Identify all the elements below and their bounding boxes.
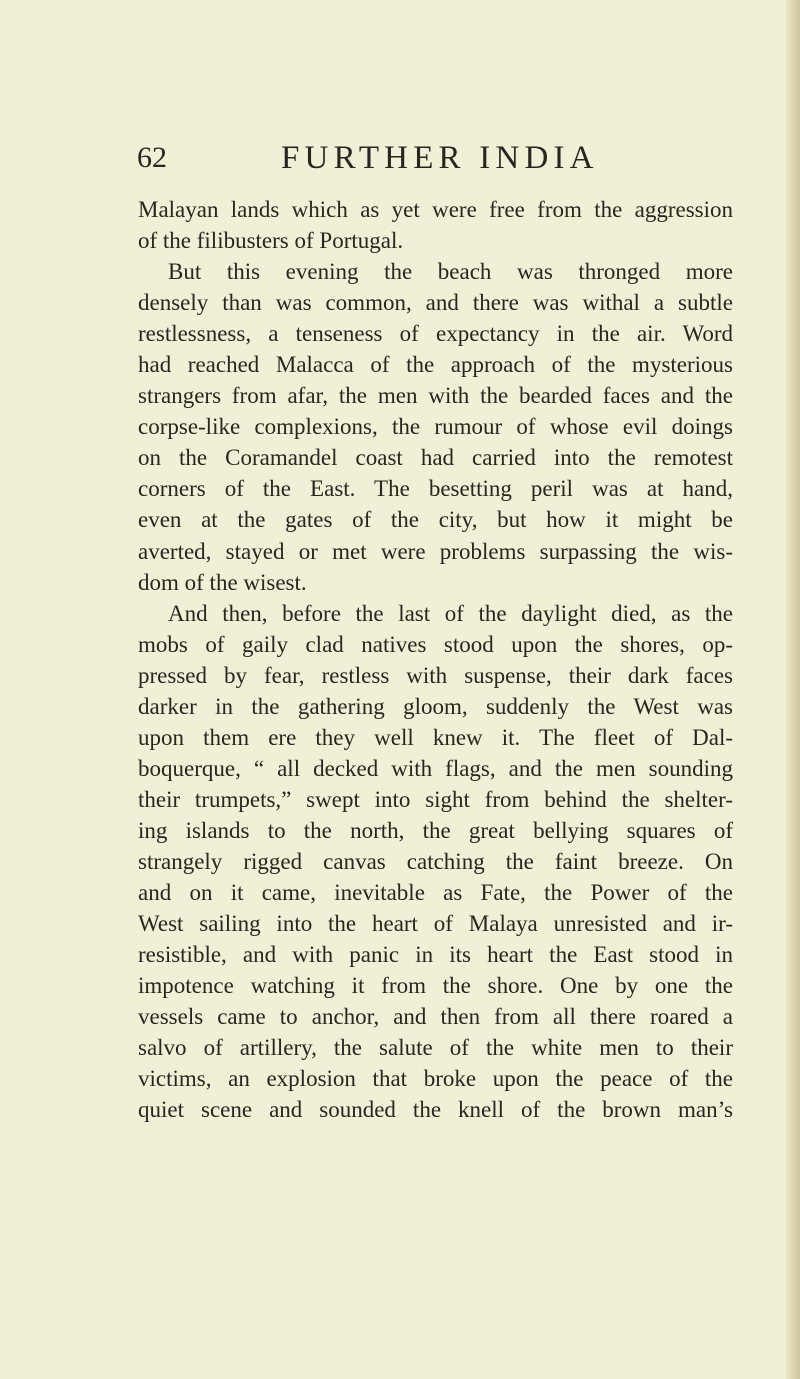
- text-line: But this evening the beach was thronged more: [168, 259, 733, 285]
- page-header: [0, 138, 800, 178]
- running-title: FURTHER INDIA: [281, 140, 599, 176]
- page-number: 62: [137, 141, 167, 174]
- text-line: densely than was common, and there was withal a subtle: [138, 290, 733, 316]
- page-edge: [786, 0, 800, 1379]
- text-line: of the filibusters of Portugal.: [138, 228, 404, 254]
- text-line: restlessness, a tenseness of expectancy in the air. Word: [138, 321, 733, 347]
- text-line: on the Coramandel coast had carried into the remotest: [138, 445, 733, 471]
- text-line: pressed by fear, restless with suspense, their dark faces: [138, 662, 733, 688]
- text-line: West sailing into the heart of Malaya unresisted and ir-: [138, 911, 733, 937]
- body-text: [138, 194, 733, 1125]
- text-line: boquerque, “ all decked with flags, and the men sounding: [138, 755, 733, 781]
- text-line: their trumpets,” swept into sight from behind the shelter-: [138, 786, 733, 812]
- text-line: corners of the East. The besetting peril was at hand,: [138, 476, 733, 502]
- text-line: and on it came, inevitable as Fate, the Power of the: [138, 880, 733, 906]
- text-line: strangely rigged canvas catching the faint breeze. On: [138, 848, 733, 874]
- text-line: impotence watching it from the shore. One by one the: [138, 973, 733, 999]
- text-line: resistible, and with panic in its heart the East stood in: [138, 942, 733, 968]
- text-line: averted, stayed or met were problems surpassing the wis-: [138, 538, 733, 564]
- text-line: had reached Malacca of the approach of the mysterious: [138, 352, 733, 378]
- text-line: ing islands to the north, the great bellying squares of: [138, 817, 733, 843]
- text-line: darker in the gathering gloom, suddenly the West was: [138, 693, 733, 719]
- text-line: dom of the wisest.: [138, 569, 307, 595]
- text-line: victims, an explosion that broke upon the peace of the: [138, 1066, 733, 1092]
- text-line: salvo of artillery, the salute of the white men to their: [138, 1035, 733, 1061]
- text-line: vessels came to anchor, and then from all there roared a: [138, 1004, 733, 1030]
- text-line: strangers from afar, the men with the bearded faces and the: [138, 383, 733, 409]
- text-line: And then, before the last of the daylight died, as the: [168, 600, 733, 626]
- text-line: mobs of gaily clad natives stood upon the shores, op-: [138, 631, 733, 657]
- text-line: upon them ere they well knew it. The fleet of Dal-: [138, 724, 733, 750]
- text-line: Malayan lands which as yet were free from the aggression: [138, 197, 733, 222]
- text-line: even at the gates of the city, but how it might be: [138, 507, 733, 533]
- text-line: corpse-like complexions, the rumour of whose evil doings: [138, 414, 733, 440]
- text-line: quiet scene and sounded the knell of the brown man’s: [138, 1097, 733, 1123]
